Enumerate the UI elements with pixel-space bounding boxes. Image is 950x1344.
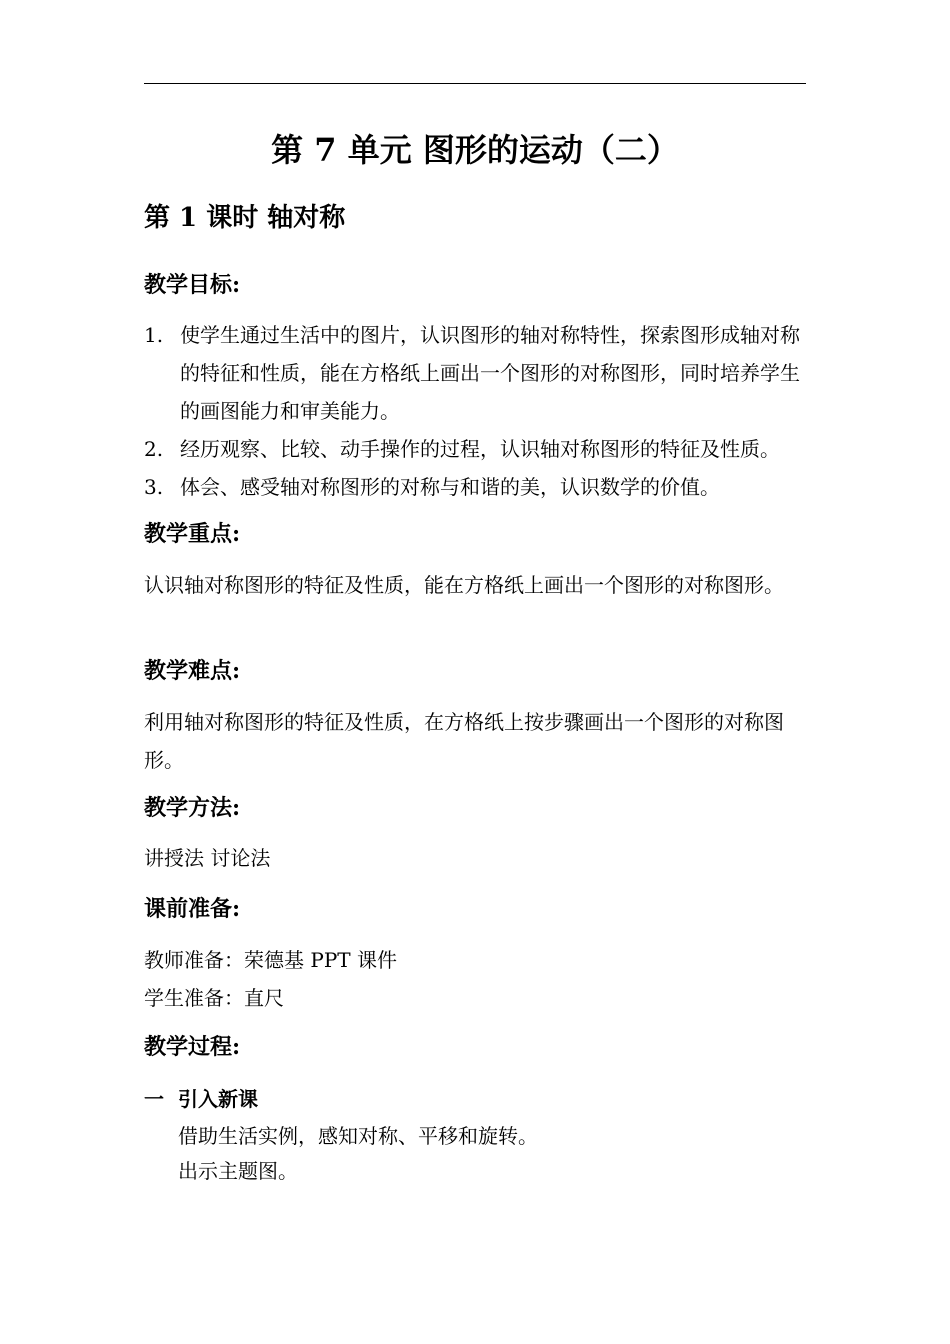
process-heading: 教学过程: — [144, 1034, 241, 1060]
difficulties-text: 利用轴对称图形的特征及性质，在方格纸上按步骤画出一个图形的对称图形。 — [144, 710, 784, 772]
header-rule — [144, 83, 806, 84]
objective-text: 使学生通过生活中的图片，认识图形的轴对称特性，探索图形成轴对称的特征和性质，能在方格纸上画出一个图形的对称图形，同时培养学生的画图能力和审美能力。 — [180, 323, 800, 423]
objective-item — [144, 316, 834, 430]
unit-title: 第 7 单元 图形的运动（二） — [271, 131, 679, 169]
preparation-heading: 课前准备: — [144, 896, 241, 922]
methods-heading: 教学方法: — [144, 795, 241, 821]
objective-item — [144, 430, 834, 468]
objective-number: 3. — [144, 475, 164, 499]
key-points-text: 认识轴对称图形的特征及性质，能在方格纸上画出一个图形的对称图形。 — [144, 573, 784, 597]
objective-number: 2. — [144, 437, 164, 461]
objective-text: 体会、感受轴对称图形的对称与和谐的美，认识数学的价值。 — [180, 475, 720, 499]
process-line: 借助生活实例，感知对称、平移和旋转。 — [178, 1124, 538, 1148]
objectives-heading: 教学目标: — [144, 272, 241, 298]
objective-number: 1. — [144, 323, 164, 347]
difficulties-heading: 教学难点: — [144, 658, 241, 684]
section-number: 一 — [144, 1087, 164, 1111]
lesson-title: 第 1 课时 轴对称 — [144, 203, 346, 233]
objectives-list — [144, 316, 834, 506]
methods-text: 讲授法 讨论法 — [144, 846, 271, 870]
section-title: 引入新课 — [178, 1087, 258, 1111]
process-line: 出示主题图。 — [178, 1159, 298, 1183]
process-section-label — [144, 1082, 258, 1116]
objective-text: 经历观察、比较、动手操作的过程，认识轴对称图形的特征及性质。 — [180, 437, 780, 461]
objective-item — [144, 468, 834, 506]
teacher-preparation: 教师准备：荣德基 PPT 课件 — [144, 948, 397, 972]
student-preparation: 学生准备：直尺 — [144, 986, 284, 1010]
key-points-heading: 教学重点: — [144, 521, 241, 547]
